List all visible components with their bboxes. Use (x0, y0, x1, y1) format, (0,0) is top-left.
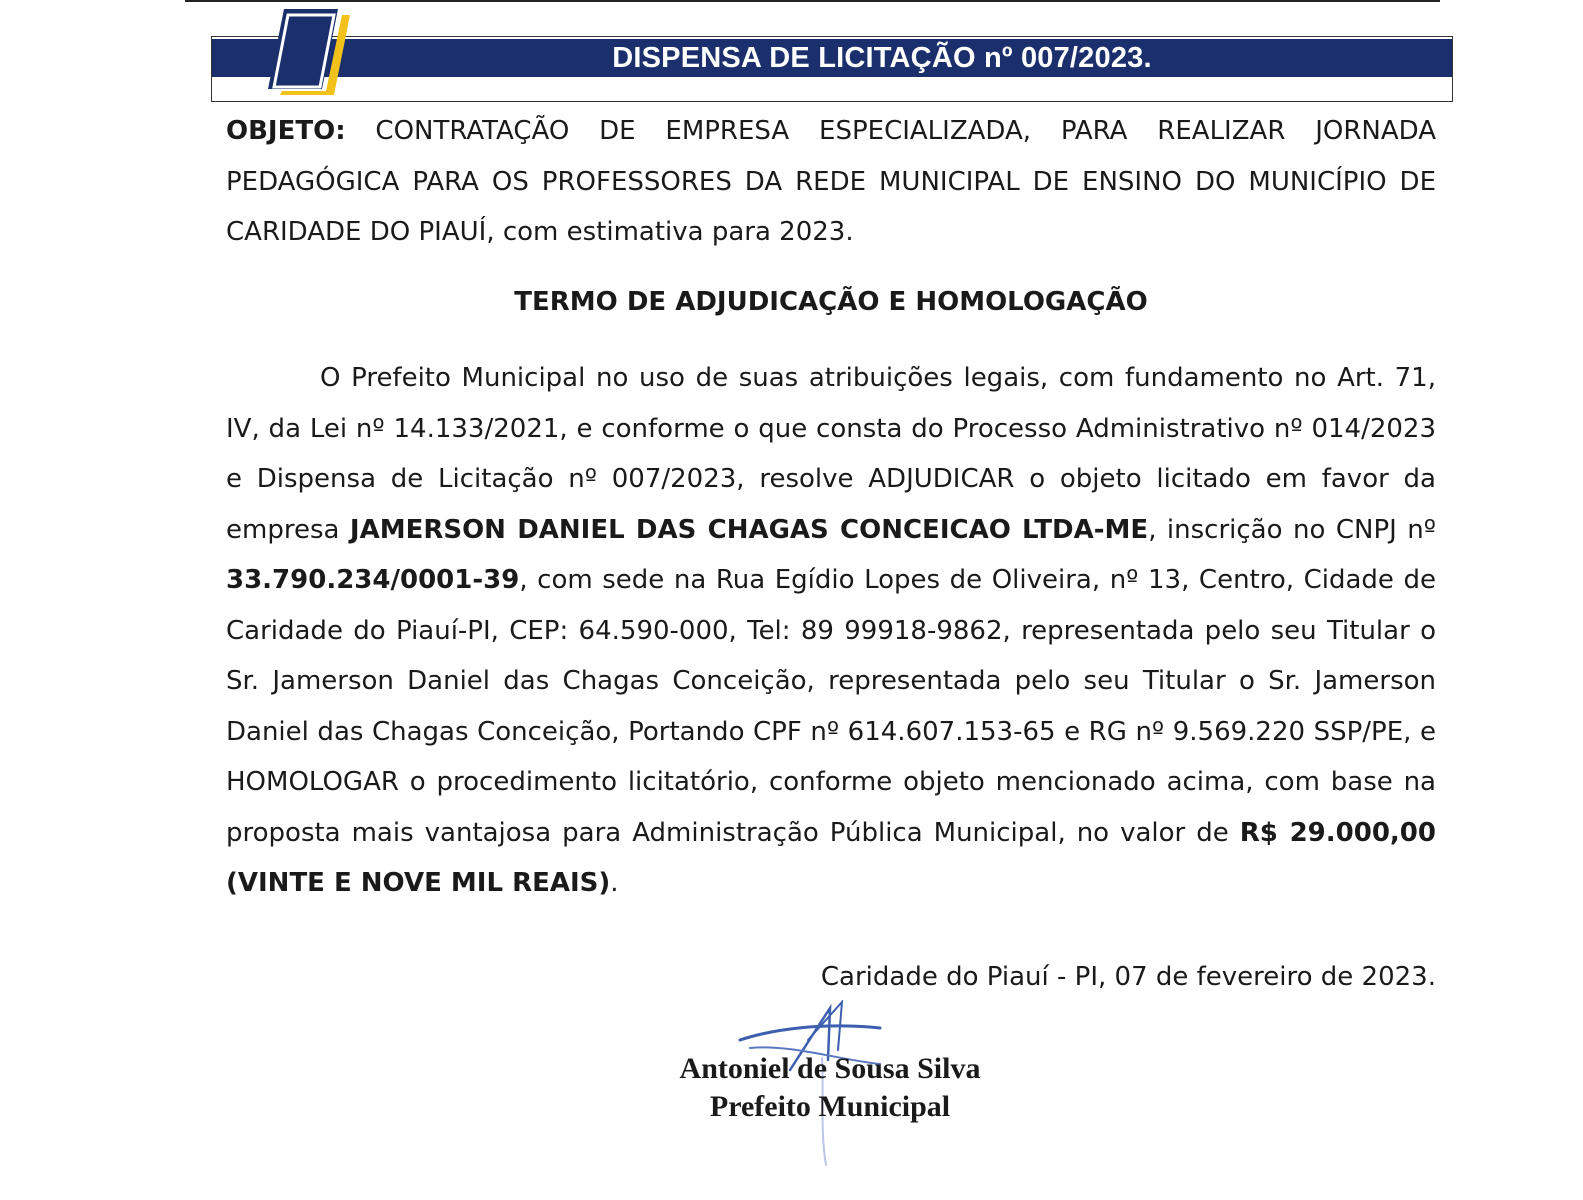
signer-role: Prefeito Municipal (709, 1090, 951, 1123)
objeto-text: CONTRATAÇÃO DE EMPRESA ESPECIALIZADA, PARA REALIZAR JORNADA PEDAGÓGICA PARA OS PROFESSORES DA REDE MUNICIPAL DE ENSINO DO MUNICÍPIO DE CARIDADE DO PIAUÍ, com estimativa para 2023. (226, 116, 1436, 247)
body-part-2: , inscrição no CNPJ nº (1148, 514, 1436, 545)
body-part-4: . (610, 868, 619, 898)
cnpj-number: 33.790.234/0001-39 (226, 565, 520, 595)
signer-name: Antoniel de Sousa Silva (679, 1052, 981, 1085)
header-title: DISPENSA DE LICITAÇÃO nº 007/2023. (612, 42, 1152, 74)
objeto-label: OBJETO: (226, 116, 346, 146)
body-paragraph (226, 353, 1436, 909)
company-name: JAMERSON DANIEL DAS CHAGAS CONCEICAO LTDA-ME (349, 514, 1149, 545)
objeto-paragraph (226, 106, 1436, 258)
top-rule (185, 0, 1440, 2)
body-part-1: O Prefeito Municipal no uso de suas atribuições legais, com fundamento no Art. 71, IV, da Lei nº 14.133/2021, e conforme o que consta do Processo Administrativo nº 014/2023 e Dispensa de Licitação nº 007/2023, resolve ADJUDICAR o objeto licitado em favor da empresa (226, 363, 1436, 545)
body-part-3: , com sede na Rua Egídio Lopes de Oliveira, nº 13, Centro, Cidade de Caridade do Piauí-PI, CEP: 64.590-000, Tel: 89 99918-9862, representada pelo seu Titular o Sr. Jamerson Daniel das Chagas Conceição, representada pelo seu Titular o Sr. Jamerson Daniel das Chagas Conceição, Portando CPF nº 614.607.153-65 e RG nº 9.569.220 SSP/PE, e HOMOLOGAR o procedimento licitatório, conforme objeto mencionado acima, com base na proposta mais vantajosa para Administração Pública Municipal, no valor de (226, 565, 1436, 848)
section-title: TERMO DE ADJUDICAÇÃO E HOMOLOGAÇÃO (514, 287, 1148, 317)
date-line: Caridade do Piauí - PI, 07 de fevereiro de 2023. (820, 962, 1436, 992)
header-banner (211, 36, 1453, 102)
contract-value: R$ 29.000,00 (VINTE E NOVE MIL REAIS) (226, 817, 1436, 898)
